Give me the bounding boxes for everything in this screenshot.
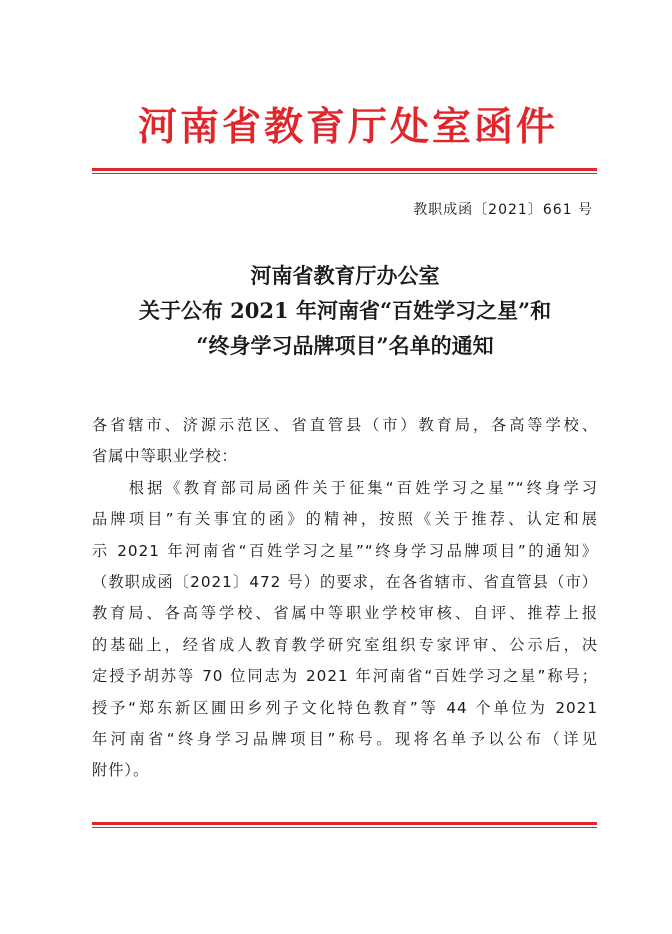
body-line: 的基础上，经省成人教育教学研究室组织专家评审、公示后，决	[92, 635, 598, 654]
body-line: 年河南省“终身学习品牌项目”称号。现将名单予以公布（详见	[92, 729, 598, 748]
title-line-3: “终身学习品牌项目”名单的通知	[196, 333, 494, 358]
body-line: 各省辖市、济源示范区、省直管县（市）教育局，各高等学校、	[92, 416, 598, 434]
body-line: 品牌项目”有关事宜的函》的精神，按照《关于推荐、认定和展	[92, 510, 598, 529]
body-line: （教职成函〔2021〕472 号）的要求，在各省辖市、省直管县（市）	[92, 572, 598, 591]
footer-divider	[92, 822, 597, 828]
body-line: 省属中等职业学校：	[92, 447, 238, 466]
title-line-1: 河南省教育厅办公室	[250, 263, 440, 288]
title-line-2: 关于公布 2021 年河南省“百姓学习之星”和	[138, 298, 552, 323]
footer-divider-thin	[92, 827, 597, 828]
body-line: 授予“郑东新区圃田乡列子文化特色教育”等 44 个单位为 2021	[92, 698, 598, 717]
body-line: 示 2021 年河南省“百姓学习之星”“终身学习品牌项目”的通知》	[92, 541, 598, 560]
body-line: 定授予胡苏等 70 位同志为 2021 年河南省“百姓学习之星”称号；	[92, 667, 598, 686]
body-line: 教育局、各高等学校、省属中等职业学校审核、自评、推荐上报	[92, 604, 598, 623]
header-divider	[92, 168, 597, 174]
document-title	[80, 258, 610, 363]
document-number: 教职成函〔2021〕661 号	[413, 202, 593, 218]
header-divider-thin	[92, 173, 597, 174]
body-line: 根据《教育部司局函件关于征集“百姓学习之星”“终身学习	[92, 478, 598, 497]
document-body	[92, 410, 598, 787]
body-line: 附件）。	[92, 761, 150, 780]
masthead-title: 河南省教育厅处室函件	[137, 104, 558, 150]
